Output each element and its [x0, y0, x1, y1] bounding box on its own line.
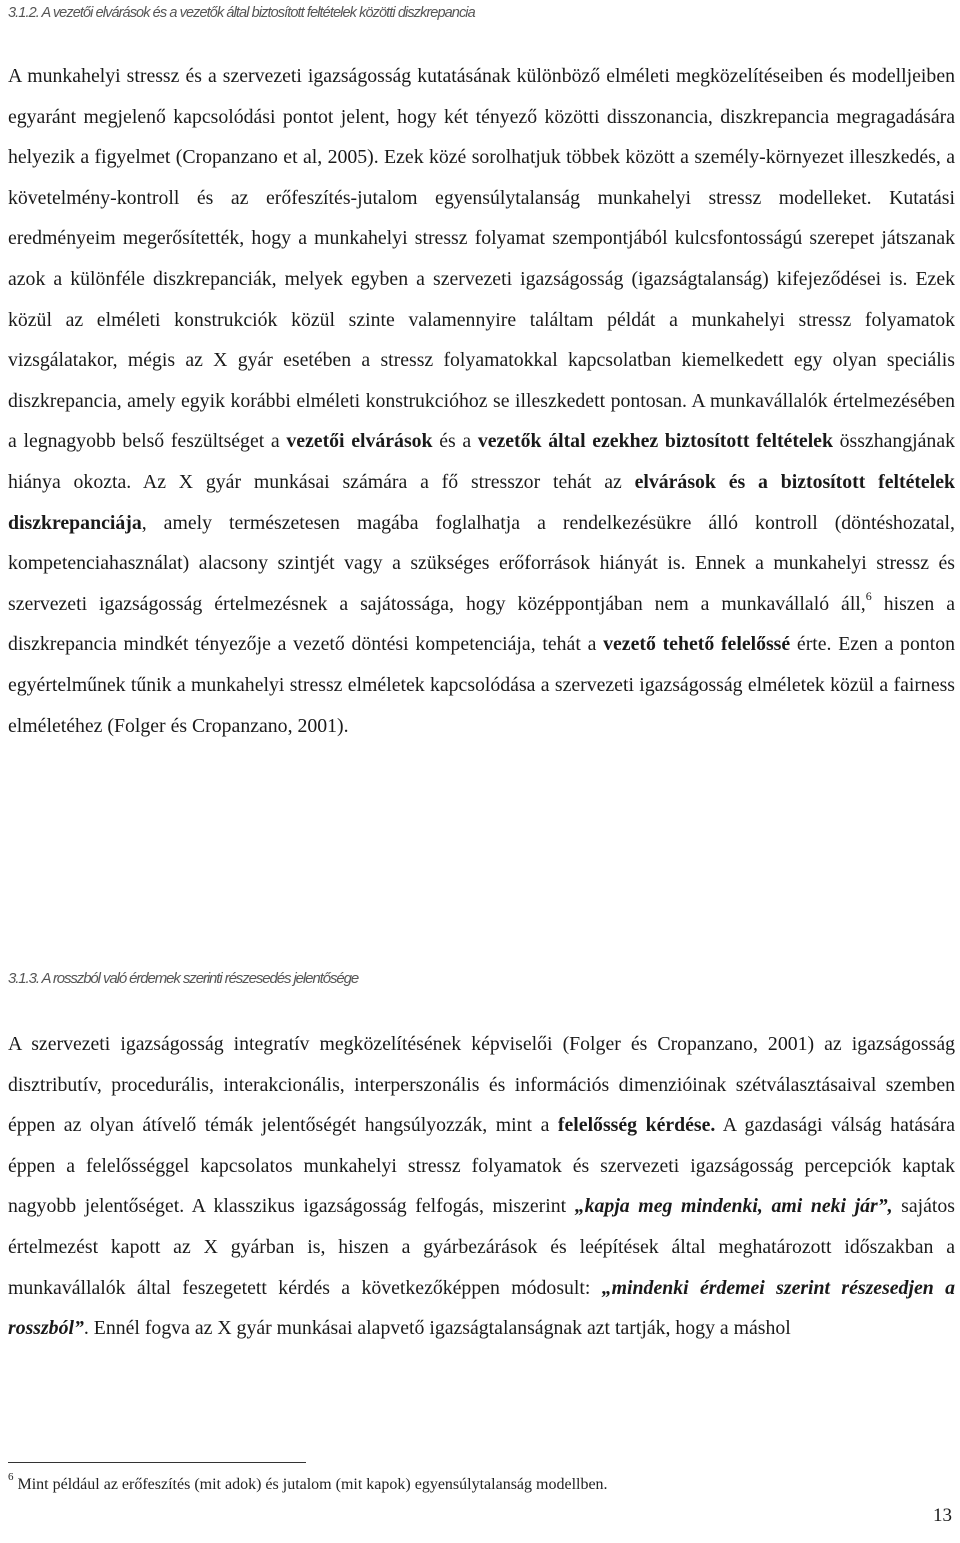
section-heading-3-1-2: 3.1.2. A vezetői elvárások és a vezetők által biztosított feltételek közötti diszkrepancia	[8, 5, 475, 21]
text-run: . Ennél fogva az X gyár munkásai alapvető igazságtalanságnak azt tartják, hogy a máshol	[83, 1317, 791, 1340]
emphasis-run: felelősség kérdése.	[557, 1114, 716, 1137]
footnote	[8, 1470, 948, 1496]
emphasis-run: vezetők által ezekhez biztosított feltételek	[477, 430, 833, 453]
text-run: érte. Ezen a ponton egyértelműnek tűnik a munkahelyi stressz elméletek kapcsolódása a szervezeti igazságosság elméletek közül a fairness elméletéhez (Folger és Cropanzano, 2001).	[8, 633, 956, 737]
footnote-text: Mint például az erőfeszítés (mit adok) és jutalom (mit kapok) egyensúlytalanság modellben.	[13, 1476, 608, 1493]
text-run: és a	[432, 430, 478, 453]
footnote-divider	[8, 1462, 306, 1463]
emphasis-run: „mindenki érdemei szerint részesedjen a rosszból”	[8, 1276, 955, 1340]
footnote-marker: 6	[8, 1470, 14, 1483]
footnote-reference: 6	[865, 589, 872, 604]
emphasis-run: vezető tehető felelőssé	[603, 633, 791, 656]
paragraph-section-3-1-2	[8, 56, 955, 746]
text-run: hiszen a diszkrepancia mindkét tényezője a vezető döntési kompetenciája, tehát a	[8, 592, 955, 656]
section-heading-3-1-3: 3.1.3. A rosszból való érdemek szerinti részesedés jelentősége	[8, 970, 359, 987]
text-run: A munkahelyi stressz és a szervezeti igazságosság kutatásának különböző elméleti megközelítéseiben és modelljeiben egyaránt megjelenő kapcsolódási pontot jelent, hogy két tényező közötti disszonancia, diszkrepancia megragadására helyezik a figyelmet (Cropanzano et al, 2005). Ezek közé sorolhatjuk többek között a személy-környezet illeszkedés, a követelmény-kontroll és az erőfeszítés-jutalom egyensúlytalanság munkahelyi stressz modelleket. Kutatási eredményeim megerősítették, hogy a munkahelyi stressz folyamat szempontjából kulcsfontosságú szerepet játszanak azok a különféle diszkrepanciák, melyek egyben a szervezeti igazságosság (igazságtalanság) kifejeződései is. Ezek közül az elméleti konstrukciók közül szinte valamennyire találtam példát a munkahelyi stressz folyamatok vizsgálatakor, mégis az X gyár esetében a stressz folyamatokkal kapcsolatban kiemelkedett egy olyan speciális diszkrepancia, amely egyik korábbi elméleti konstrukcióhoz se illeszkedett pontosan. A munkavállalók értelmezésében a legnagyobb belső feszültséget a	[8, 65, 955, 453]
text-run: A gazdasági válság hatására éppen a felelősséggel kapcsolatos munkahelyi stressz folyamatok és szervezeti igazságosság percepciók kaptak nagyobb jelentőséget. A klasszikus igazságosság felfogás, miszerint	[8, 1114, 955, 1218]
page-number: 13	[933, 1505, 952, 1526]
text-run: sajátos értelmezést kapott az X gyárban is, hiszen a gyárbezárások és leépítések által meghatározott időszakban a munkavállalók által feszegetett kérdés a következőképpen módosult:	[8, 1195, 955, 1299]
emphasis-run: „kapja meg mindenki, ami neki jár”,	[574, 1195, 893, 1218]
text-run: A szervezeti igazságosság integratív megközelítésének képviselői (Folger és Cropanzano, 2001) az igazságosság disztributív, procedurális, interakcionális, interperszonális és információs dimenzióinak szétválasztásaival szemben éppen az olyan átívelő témák jelentőségét hangsúlyozzák, mint a	[8, 1033, 955, 1137]
text-run: összhangjának hiánya okozta. Az X gyár munkásai számára a fő stresszor tehát az	[8, 430, 955, 493]
emphasis-run: vezetői elvárások	[286, 430, 433, 453]
emphasis-run: elvárások és a biztosított feltételek diszkrepanciája	[8, 470, 955, 534]
paragraph-section-3-1-3	[8, 1024, 955, 1349]
text-run: , amely természetesen magába foglalhatja a rendelkezésükre álló kontroll (döntéshozatal, kompetenciahasználat) alacsony szintjét vagy a szükséges erőforrások hiányát is. Ennek a munkahelyi stressz és szervezeti igazságosság értelmezésnek a sajátossága, hogy középpontjában nem a munkavállaló áll,	[8, 511, 955, 615]
